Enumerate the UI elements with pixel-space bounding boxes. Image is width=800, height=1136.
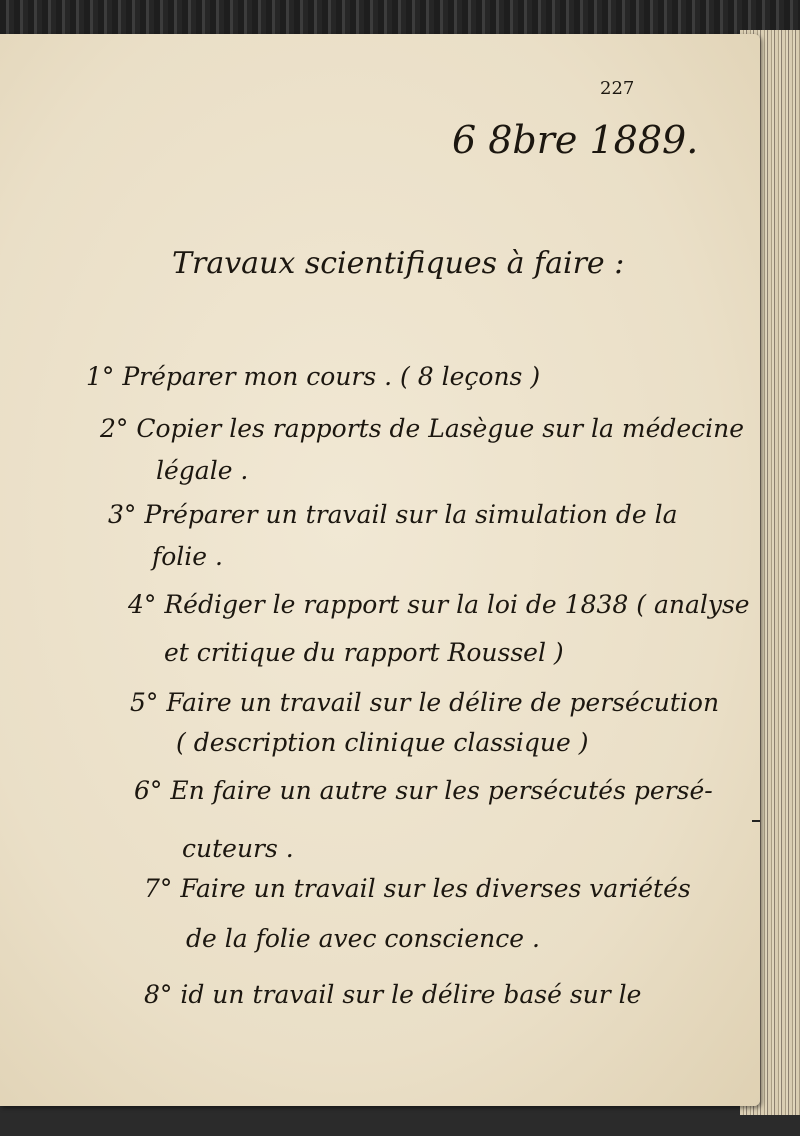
manuscript-line: 5° Faire un travail sur le délire de persécution [130, 688, 720, 717]
page-number: 227 [600, 78, 635, 99]
margin-mark [752, 820, 760, 822]
manuscript-line: 3° Préparer un travail sur la simulation de la [108, 500, 678, 529]
manuscript-line: 4° Rédiger le rapport sur la loi de 1838 ( analyse [128, 590, 750, 619]
manuscript-line: 6° En faire un autre sur les persécutés persé- [134, 776, 713, 805]
manuscript-line: cuteurs . [182, 834, 294, 863]
manuscript-line: de la folie avec conscience . [186, 924, 540, 953]
manuscript-line: 1° Préparer mon cours . ( 8 leçons ) [86, 362, 541, 391]
page-title: Travaux scientifiques à faire : [172, 246, 625, 281]
manuscript-line: folie . [152, 542, 223, 571]
manuscript-line: 8° id un travail sur le délire basé sur le [144, 980, 642, 1009]
manuscript-line: ( description clinique classique ) [176, 728, 589, 757]
manuscript-line: légale . [156, 456, 249, 485]
manuscript-line: 7° Faire un travail sur les diverses variétés [144, 874, 691, 903]
date-heading: 6 8bre 1889. [452, 118, 699, 162]
manuscript-line: et critique du rapport Roussel ) [164, 638, 564, 667]
manuscript-line: 2° Copier les rapports de Lasègue sur la médecine [100, 414, 745, 443]
